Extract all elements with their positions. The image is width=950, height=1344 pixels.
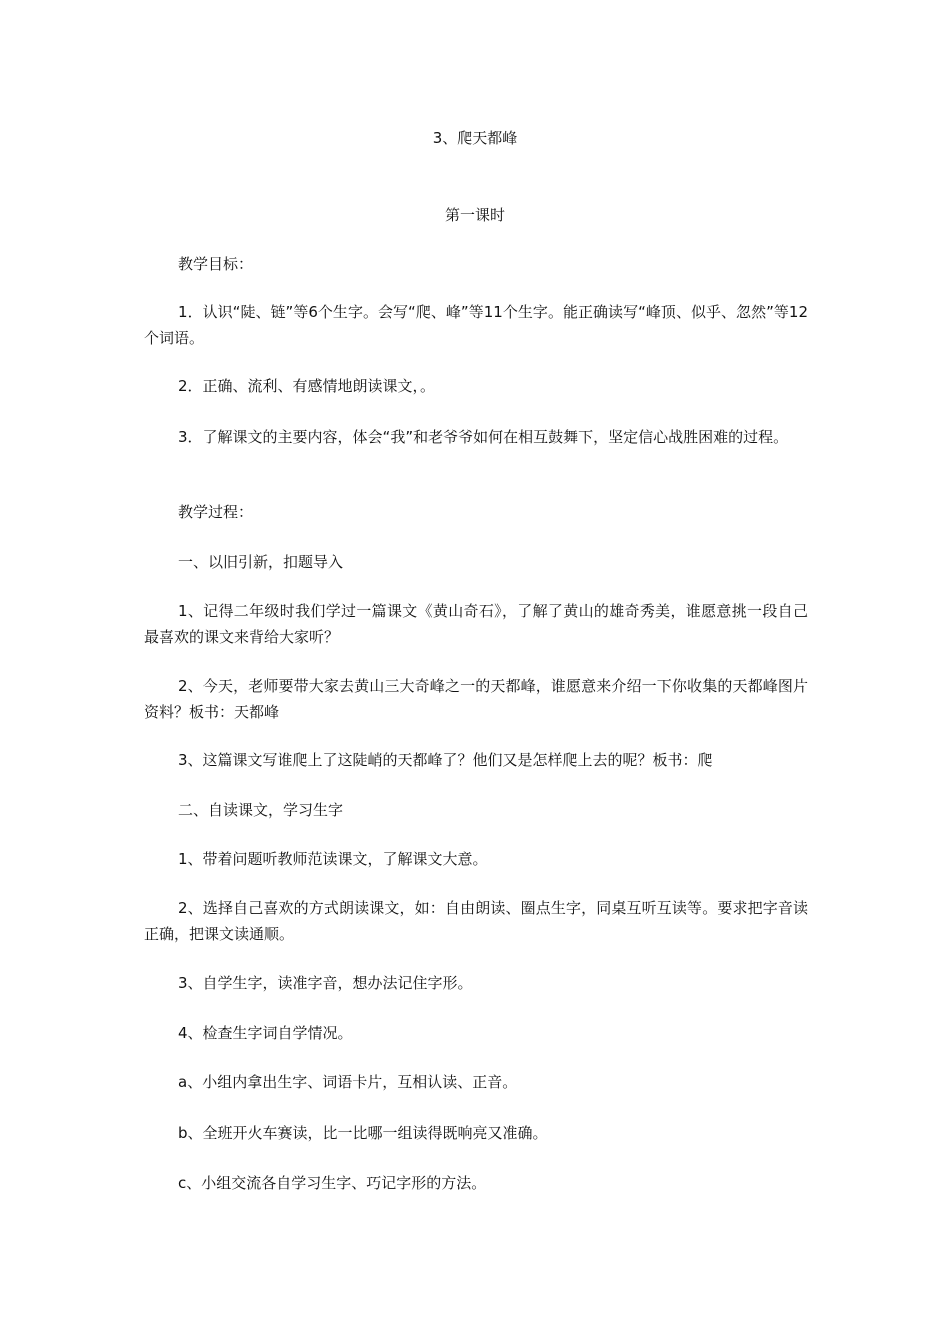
lesson-subtitle: 第一课时: [444, 206, 505, 224]
paragraph: 3．了解课文的主要内容，体会“我”和老爷爷如何在相互鼓舞下，坚定信心战胜困难的过程。: [178, 428, 789, 446]
paragraph: a、小组内拿出生字、词语卡片，互相认读、正音。: [178, 1073, 518, 1091]
document-title: 3、爬天都峰: [432, 129, 518, 147]
paragraph: c、小组交流各自学习生字、巧记字形的方法。: [178, 1174, 487, 1192]
paragraph: 一、以旧引新，扣题导入: [178, 553, 344, 571]
paragraph: b、全班开火车赛读，比一比哪一组读得既响亮又准确。: [178, 1124, 548, 1142]
paragraph: 4、检查生字词自学情况。: [178, 1024, 353, 1042]
paragraph: 2．正确、流利、有感情地朗读课文，。: [178, 377, 436, 395]
paragraph: 3、自学生字，读准字音，想办法记住字形。: [178, 974, 473, 992]
paragraph: 3、这篇课文写谁爬上了这陡峭的天都峰了？他们又是怎样爬上去的呢？板书：爬: [178, 751, 713, 769]
paragraph: 二、自读课文，学习生字: [178, 801, 344, 819]
paragraph: 2、今天，老师要带大家去黄山三大奇峰之一的天都峰，谁愿意来介绍一下你收集的天都峰图片资料？板书：天都峰: [144, 677, 808, 721]
paragraph: 教学过程：: [178, 503, 254, 521]
paragraph: 1、带着问题听教师范读课文，了解课文大意。: [178, 850, 488, 868]
paragraph: 教学目标：: [178, 255, 254, 273]
paragraph: 1．认识“陡、链”等6个生字。会写“爬、峰”等11个生字。能正确读写“峰顶、似乎、忽然”等12个词语。: [144, 303, 808, 347]
paragraph: 2、选择自己喜欢的方式朗读课文，如：自由朗读、圈点生字，同桌互听互读等。要求把字音读正确，把课文读通顺。: [144, 899, 808, 943]
paragraph: 1、记得二年级时我们学过一篇课文《黄山奇石》，了解了黄山的雄奇秀美，谁愿意挑一段自己最喜欢的课文来背给大家听？: [144, 602, 808, 646]
